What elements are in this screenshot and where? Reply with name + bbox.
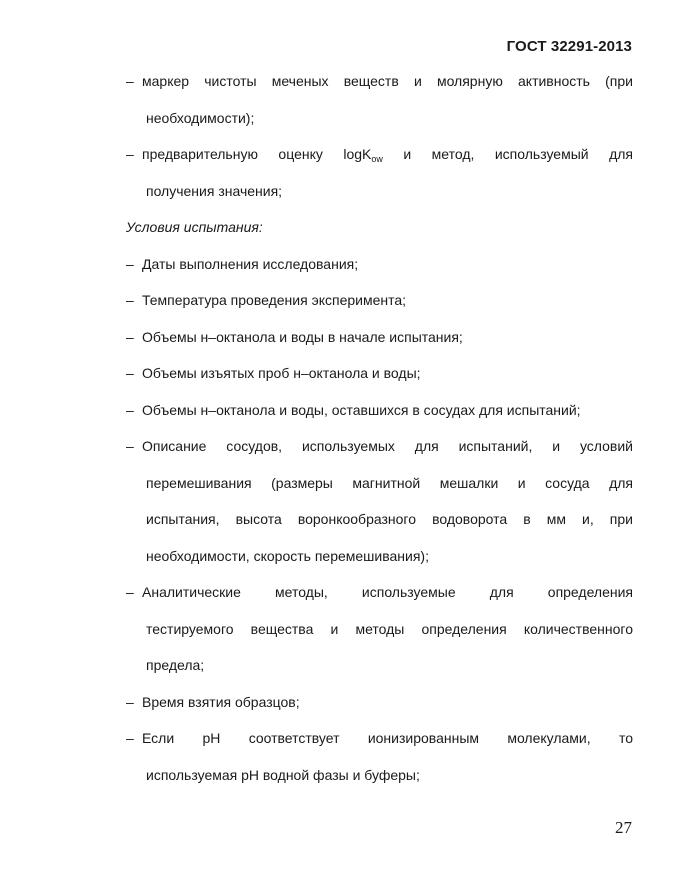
list-item-analytical-methods <box>126 581 633 618</box>
list-item-continuation <box>126 180 633 217</box>
list-item-continuation <box>126 508 633 545</box>
list-item-text: перемешивания (размеры магнитной мешалки и сосуда для <box>146 474 633 491</box>
page-body <box>126 70 633 800</box>
list-item-text: Если рН соответствует ионизированным молекулами, то <box>142 730 633 746</box>
list-item-text: Даты выполнения исследования; <box>142 255 359 272</box>
list-item-text: необходимости); <box>146 109 255 126</box>
subscript-ow: ow <box>371 154 383 164</box>
list-item-study-dates <box>126 253 633 290</box>
list-dash: – <box>126 73 134 89</box>
list-item-remaining-volumes <box>126 399 633 436</box>
list-item-initial-volumes <box>126 326 633 363</box>
list-dash: – <box>126 255 134 272</box>
list-dash: – <box>126 146 134 162</box>
list-item-text: Объемы н–октанола и воды в начале испытания; <box>142 328 463 345</box>
list-item-text: используемая рН водной фазы и буферы; <box>146 766 420 783</box>
list-dash: – <box>126 292 134 308</box>
list-item-continuation <box>126 107 633 144</box>
list-item-text: Объемы н–октанола и воды, оставшихся в сосудах для испытаний; <box>142 401 581 418</box>
list-item-ph-conditions <box>126 727 633 764</box>
list-item-text: Время взятия образцов; <box>142 693 300 710</box>
document-code-header: ГОСТ 32291-2013 <box>506 38 632 55</box>
list-item-sample-volumes <box>126 362 633 399</box>
list-item-text: Аналитические методы, используемые для определения <box>142 584 633 600</box>
list-item-text: Температура проведения эксперимента; <box>142 292 407 308</box>
list-item-text: предела; <box>146 657 205 673</box>
list-dash: – <box>126 438 134 454</box>
list-item-continuation <box>126 618 633 655</box>
list-item-sampling-time <box>126 691 633 728</box>
list-item-logkow-estimate <box>126 143 633 180</box>
list-dash: – <box>126 730 134 746</box>
list-item-temperature <box>126 289 633 326</box>
list-dash: – <box>126 365 134 381</box>
list-item-text: предварительную оценку logK$_{ow}$ и метод, используемый для <box>142 146 633 164</box>
list-item-text: Объемы изъятых проб н–октанола и воды; <box>142 365 421 381</box>
section-heading-test-conditions: Условия испытания: <box>126 219 263 235</box>
list-item-vessel-description <box>126 435 633 472</box>
list-item-text: Описание сосудов, используемых для испытаний, и условий <box>142 438 633 454</box>
list-item-text: необходимости, скорость перемешивания); <box>146 547 429 564</box>
list-dash: – <box>126 328 134 345</box>
list-item-continuation <box>126 654 633 691</box>
list-item-text: испытания, высота воронкообразного водоворота в мм и, при <box>146 511 633 527</box>
list-item-continuation <box>126 545 633 582</box>
list-item-text: тестируемого вещества и методы определения количественного <box>146 620 633 637</box>
list-item-text: получения значения; <box>146 182 283 199</box>
list-dash: – <box>126 584 134 600</box>
list-item-continuation <box>126 764 633 801</box>
list-item-purity-marker <box>126 70 633 107</box>
list-dash: – <box>126 401 134 418</box>
list-item-continuation <box>126 472 633 509</box>
list-item-text: маркер чистоты меченых веществ и молярную активность (при <box>142 73 633 89</box>
list-dash: – <box>126 693 134 710</box>
page-number: 27 <box>615 818 632 837</box>
